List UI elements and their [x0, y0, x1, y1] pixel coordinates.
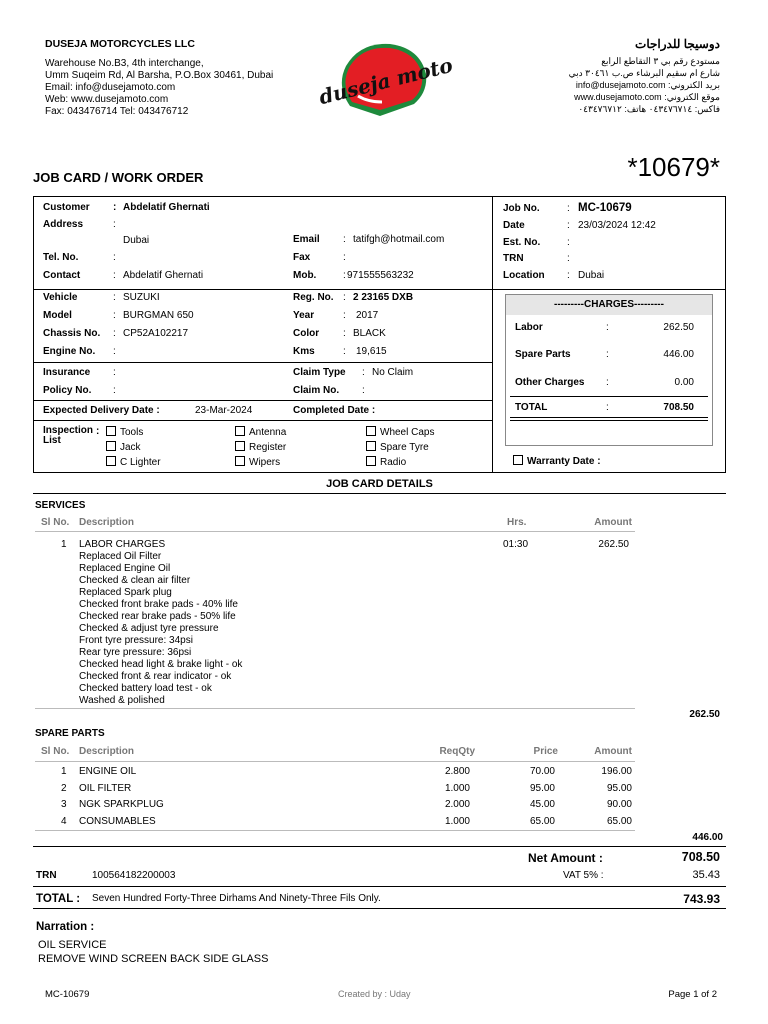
checkbox-icon [366, 426, 376, 436]
services-title: SERVICES [35, 500, 86, 511]
color-label: Color [293, 328, 320, 339]
total-in-words: Seven Hundred Forty-Three Dirhams And Ninety-Three Fils Only. [92, 893, 381, 904]
divider [35, 708, 635, 709]
other-charges-colon: : [606, 377, 609, 388]
reg-value: 2 23165 DXB [353, 292, 414, 303]
contact-label: Contact [43, 270, 81, 281]
service-line: LABOR CHARGES [79, 539, 166, 550]
service-line: Checked rear brake pads - 50% life [79, 611, 236, 622]
checkbox-icon [235, 456, 245, 466]
reg-colon: : [343, 292, 346, 303]
labor-label: Labor [515, 322, 543, 333]
details-title: JOB CARD DETAILS [326, 478, 433, 490]
divider [33, 289, 726, 290]
kms-colon: : [343, 346, 346, 357]
charges-total-colon: : [606, 402, 609, 413]
services-col-desc: Description [79, 517, 135, 528]
fax-label: Fax [293, 252, 311, 263]
net-amount-label: Net Amount : [528, 851, 603, 865]
checkbox-wipers[interactable] [235, 456, 280, 469]
checkbox-icon [235, 441, 245, 451]
service-line: Checked battery load test - ok [79, 683, 212, 694]
document-title: JOB CARD / WORK ORDER [33, 170, 204, 185]
company-info-arabic [569, 38, 720, 115]
company-name-arabic: دوسيجا للدراجات [635, 37, 720, 51]
address-label: Address [43, 219, 84, 230]
company-web: Web: www.dusejamoto.com [45, 94, 169, 105]
email-colon: : [343, 234, 346, 245]
job-no-value: MC-10679 [578, 202, 632, 214]
insurance-label: Insurance [43, 367, 91, 378]
trn-value: 100564182200003 [92, 870, 176, 881]
other-charges-value: 0.00 [674, 377, 694, 388]
part-sl: 1 [61, 766, 67, 777]
checkbox-label: Spare Tyre [380, 442, 429, 453]
trn-label-bottom: TRN [36, 870, 57, 881]
service-line: Checked front & rear indicator - ok [79, 671, 232, 682]
services-col-hrs: Hrs. [507, 517, 527, 528]
vat-label: VAT 5% : [563, 870, 604, 881]
divider [35, 761, 635, 762]
divider [33, 420, 492, 421]
claim-type-colon: : [362, 367, 365, 378]
spare-parts-colon: : [606, 349, 609, 360]
date-label: Date [503, 220, 525, 231]
contact-value: Abdelatif Ghernati [123, 270, 204, 281]
part-amount: 95.00 [606, 782, 632, 794]
location-label: Location [503, 270, 545, 281]
part-price: 70.00 [529, 766, 555, 777]
model-colon: : [113, 310, 116, 321]
warranty-label: Warranty Date : [527, 456, 601, 467]
checkbox-icon [235, 426, 245, 436]
email-label: Email [293, 234, 320, 245]
parts-col-qty: ReqQty [439, 746, 475, 757]
checkbox-icon [366, 456, 376, 466]
checkbox-icon [106, 456, 116, 466]
part-description: CONSUMABLES [79, 815, 156, 827]
company-email: Email: info@dusejamoto.com [45, 82, 176, 93]
service-line: Rear tyre pressure: 36psi [79, 647, 192, 658]
claim-type-label: Claim Type [293, 367, 346, 378]
part-sl: 4 [61, 815, 67, 827]
checkbox-label: Wipers [249, 457, 281, 468]
inspection-colon: : [96, 426, 100, 437]
email-value: tatifgh@hotmail.com [353, 234, 445, 245]
checkbox-c-lighter[interactable] [106, 456, 161, 469]
policy-label: Policy No. [43, 385, 92, 396]
divider [33, 493, 726, 494]
inspection-label [43, 426, 93, 446]
mob-colon: : [343, 270, 346, 281]
address-city: Dubai [123, 235, 150, 246]
year-label: Year [293, 310, 315, 321]
company-name: DUSEJA MOTORCYCLES LLC [45, 38, 195, 50]
labor-value: 262.50 [663, 322, 694, 333]
date-colon: : [567, 220, 570, 231]
checkbox-icon [106, 426, 116, 436]
checkbox-register[interactable] [235, 441, 286, 454]
part-description: ENGINE OIL [79, 766, 137, 777]
mob-value: 971555563232 [347, 270, 414, 281]
charges-total-rule [510, 417, 708, 418]
part-description: NGK SPARKPLUG [79, 799, 164, 810]
service-hrs: 01:30 [503, 539, 529, 550]
narration-line: REMOVE WIND SCREEN BACK SIDE GLASS [38, 953, 269, 965]
part-price: 45.00 [529, 799, 555, 810]
company-address-line: Umm Suqeim Rd, Al Barsha, P.O.Box 30461, Dubai [45, 70, 274, 81]
insurance-colon: : [113, 367, 116, 378]
policy-colon: : [113, 385, 116, 396]
parts-subtotal: 446.00 [692, 832, 723, 843]
parts-col-price: Price [533, 746, 558, 757]
part-qty: 2.000 [444, 799, 470, 810]
logo-text: duseja moto [316, 52, 456, 110]
expected-delivery-label: Expected Delivery Date : [43, 405, 160, 416]
charges-total-label: TOTAL [515, 402, 548, 413]
vehicle-value: SUZUKI [123, 292, 160, 303]
checkbox-icon [366, 441, 376, 451]
charges-total-rule [510, 396, 708, 397]
vat-value: 35.43 [692, 869, 720, 881]
service-line: Checked & adjust tyre pressure [79, 623, 219, 634]
warranty-date[interactable] [513, 455, 601, 468]
company-phone: Fax: 043476714 Tel: 043476712 [45, 106, 189, 117]
charges-box [505, 294, 713, 446]
claim-no-colon: : [362, 385, 365, 396]
job-no-colon: : [567, 203, 570, 214]
service-line: Replaced Spark plug [79, 587, 172, 598]
part-qty: 2.800 [444, 766, 470, 777]
company-address-line: Warehouse No.B3, 4th interchange, [45, 58, 204, 69]
checkbox-radio[interactable] [366, 456, 406, 469]
arabic-email: بريد الكتروني: info@dusejamoto.com [575, 80, 720, 90]
vehicle-label: Vehicle [43, 292, 78, 303]
kms-value: 19,615 [356, 346, 387, 357]
parts-col-desc: Description [79, 746, 135, 757]
labor-colon: : [606, 322, 609, 333]
job-no-label: Job No. [503, 203, 540, 214]
narration-label: Narration : [36, 921, 95, 933]
divider [33, 362, 492, 363]
address-colon: : [113, 219, 116, 230]
service-line: Replaced Engine Oil [79, 563, 171, 574]
arabic-web: موقع الكتروني: www.dusejamoto.com [574, 92, 720, 102]
vehicle-colon: : [113, 292, 116, 303]
checkbox-spare-tyre[interactable] [366, 441, 429, 454]
customer-value: Abdelatif Ghernati [123, 202, 210, 213]
grand-total-label: TOTAL : [36, 893, 81, 905]
services-col-amount: Amount [594, 517, 632, 528]
chassis-colon: : [113, 328, 116, 339]
est-colon: : [567, 237, 570, 248]
part-sl: 3 [61, 799, 67, 810]
trn-colon: : [567, 253, 570, 264]
completed-date-label: Completed Date : [293, 405, 376, 416]
checkbox-tools[interactable] [106, 426, 143, 439]
checkbox-label: Tools [120, 427, 144, 438]
company-logo [316, 36, 456, 122]
part-price: 65.00 [529, 815, 555, 827]
divider [33, 400, 492, 401]
model-value: BURGMAN 650 [123, 310, 194, 321]
service-line: Checked head light & brake light - ok [79, 659, 243, 670]
checkbox-label: Radio [380, 457, 407, 468]
checkbox-icon [106, 441, 116, 451]
footer-page: Page 1 of 2 [668, 989, 717, 1000]
customer-colon: : [113, 202, 117, 213]
arabic-phone: فاكس: ٠٤٣٤٧٦٧١٤ هاتف: ٠٤٣٤٧٦٧١٢ [578, 104, 720, 114]
divider [35, 830, 635, 831]
checkbox-label: Register [249, 442, 287, 453]
part-sl: 2 [61, 782, 67, 794]
service-line: Front tyre pressure: 34psi [79, 635, 193, 646]
claim-no-label: Claim No. [293, 385, 340, 396]
engine-colon: : [113, 346, 116, 357]
spare-parts-label: Spare Parts [515, 349, 571, 360]
part-price: 95.00 [529, 782, 555, 794]
est-label: Est. No. [503, 237, 541, 248]
part-amount: 90.00 [606, 799, 632, 810]
mob-label: Mob. [293, 270, 317, 281]
inspection-label-1: Inspection [43, 425, 94, 436]
parts-title: SPARE PARTS [35, 728, 105, 739]
charges-total-rule [510, 420, 708, 421]
part-amount: 196.00 [601, 766, 632, 777]
fax-colon: : [343, 252, 346, 263]
footer-job-no: MC-10679 [45, 989, 90, 1000]
contact-colon: : [113, 270, 116, 281]
tel-label: Tel. No. [43, 252, 79, 263]
date-value: 23/03/2024 12:42 [578, 220, 656, 231]
parts-col-sl: Sl No. [41, 746, 70, 757]
checkbox-antenna[interactable] [235, 426, 286, 439]
arabic-address-line: مستودع رقم بي ٣ التقاطع الرابع [601, 56, 720, 66]
customer-label: Customer [43, 202, 90, 213]
divider [33, 846, 726, 847]
parts-col-amount: Amount [594, 746, 632, 757]
other-charges-label: Other Charges [515, 377, 585, 388]
grand-total-value: 743.93 [683, 892, 720, 906]
color-value: BLACK [353, 328, 386, 339]
divider [35, 531, 635, 532]
location-value: Dubai [578, 270, 605, 281]
charges-total-value: 708.50 [663, 402, 694, 413]
chassis-value: CP52A102217 [123, 328, 189, 339]
checkbox-icon [513, 455, 523, 465]
tel-colon: : [113, 252, 116, 263]
part-amount: 65.00 [606, 815, 632, 827]
inspection-label-2: List [43, 435, 61, 446]
model-label: Model [43, 310, 72, 321]
engine-label: Engine No. [43, 346, 96, 357]
kms-label: Kms [293, 346, 315, 357]
service-line: Replaced Oil Filter [79, 551, 162, 562]
net-amount-value: 708.50 [681, 850, 720, 864]
part-qty: 1.000 [444, 815, 470, 827]
barcode-number: *10679* [627, 152, 720, 182]
service-line: Checked & clean air filter [79, 575, 191, 586]
year-value: 2017 [356, 310, 379, 321]
service-line: Checked front brake pads - 40% life [79, 599, 238, 610]
service-amount: 262.50 [598, 539, 629, 550]
part-description: OIL FILTER [79, 782, 132, 794]
checkbox-jack[interactable] [106, 441, 141, 454]
services-subtotal: 262.50 [689, 709, 720, 720]
divider [33, 908, 726, 909]
checkbox-wheel-caps[interactable] [366, 426, 434, 439]
part-qty: 1.000 [444, 782, 470, 794]
services-col-sl: Sl No. [41, 517, 70, 528]
service-sl: 1 [61, 539, 67, 550]
narration-line: OIL SERVICE [38, 939, 107, 951]
checkbox-label: Jack [120, 442, 141, 453]
claim-type-value: No Claim [372, 367, 414, 378]
color-colon: : [343, 328, 346, 339]
spare-parts-value: 446.00 [663, 349, 694, 360]
checkbox-label: Antenna [249, 427, 287, 438]
divider [492, 196, 493, 473]
trn-label: TRN [503, 253, 524, 264]
year-colon: : [343, 310, 346, 321]
location-colon: : [567, 270, 570, 281]
footer-created-by: Created by : Uday [338, 989, 411, 999]
reg-label: Reg. No. [293, 292, 334, 303]
chassis-label: Chassis No. [43, 328, 101, 339]
charges-title: ---------CHARGES--------- [554, 299, 664, 310]
service-line: Washed & polished [79, 695, 165, 706]
checkbox-label: C Lighter [120, 457, 161, 468]
company-info [45, 38, 273, 118]
arabic-address-line: شارع ام سقيم البرشاء ص.ب ٣٠٤٦١ دبي [568, 68, 720, 78]
checkbox-label: Wheel Caps [380, 427, 435, 438]
expected-delivery-value: 23-Mar-2024 [195, 405, 253, 416]
divider [33, 886, 726, 887]
